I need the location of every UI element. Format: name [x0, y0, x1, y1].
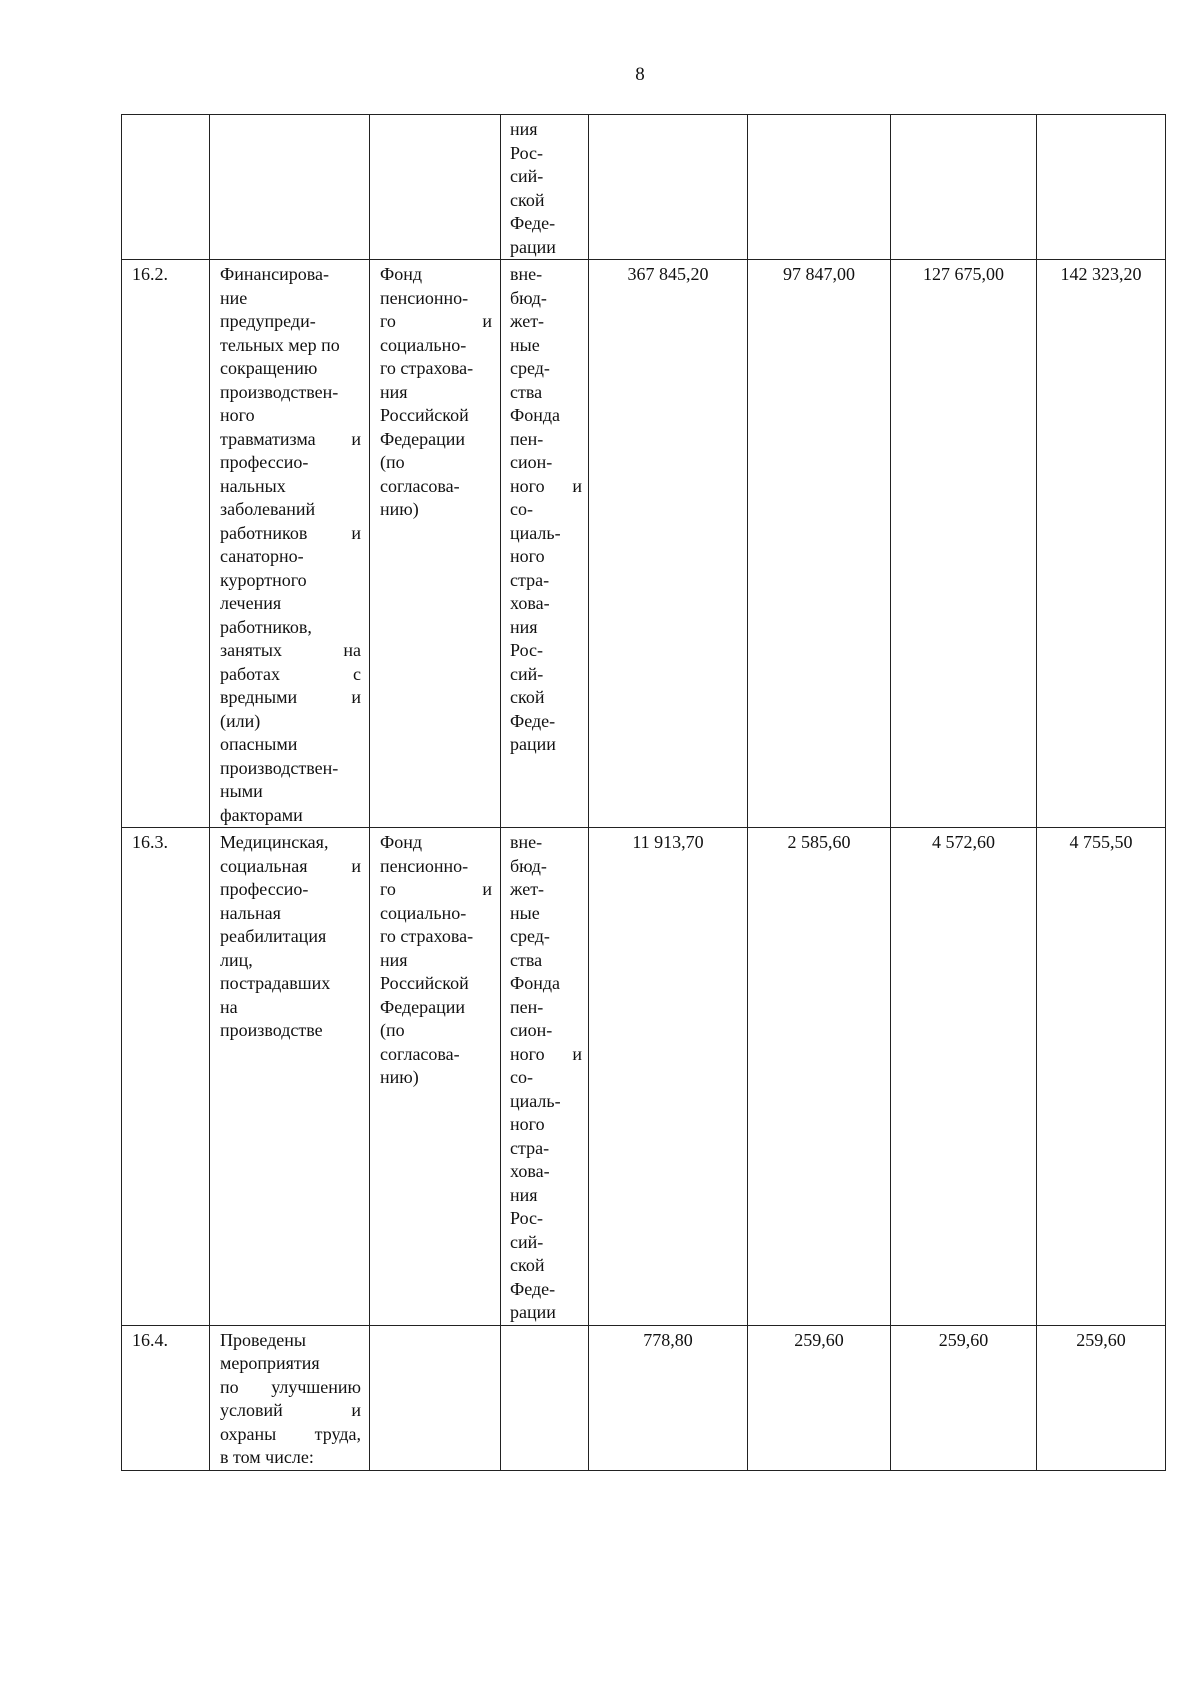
cell-text-line: со-	[510, 1067, 533, 1087]
cell-text-line: сокращению	[220, 358, 318, 378]
cell-text-line: ные	[510, 902, 540, 923]
cell-text-line: заболеваний	[220, 499, 316, 519]
cell-value-total	[589, 115, 748, 260]
cell-text-line: ного	[510, 546, 545, 566]
page-number: 8	[635, 64, 645, 85]
cell-value-year-3: 259,60	[1037, 1325, 1166, 1470]
cell-text-line: ния	[510, 1184, 538, 1205]
cell-text-line: Феде-	[510, 1278, 556, 1299]
cell-source	[501, 260, 589, 828]
cell-text-line: на	[220, 996, 238, 1017]
cell-text-line: вне-	[510, 264, 543, 284]
cell-num: 16.2.	[122, 260, 210, 828]
cell-text-line: занятых на	[220, 640, 361, 660]
cell-num: 16.3.	[122, 828, 210, 1326]
cell-executor	[370, 1325, 501, 1470]
cell-text-line: циаль-	[510, 1090, 561, 1111]
cell-value-year-3: 4 755,50	[1037, 828, 1166, 1326]
cell-num	[122, 115, 210, 260]
cell-text-line: лечения	[220, 593, 282, 613]
cell-name	[210, 828, 370, 1326]
cell-value-total: 367 845,20	[589, 260, 748, 828]
cell-text-line: охраны труда,	[220, 1423, 361, 1444]
cell-value-year-3: 142 323,20	[1037, 260, 1166, 828]
cell-text-line: сий-	[510, 663, 544, 684]
cell-text-line: факторами	[220, 804, 303, 825]
cell-text-line: производствен-	[220, 757, 339, 778]
cell-text-line: производствен-	[220, 381, 339, 402]
cell-text-line: профессио-	[220, 452, 309, 472]
cell-text-line: производстве	[220, 1020, 323, 1040]
cell-text-line: нию)	[380, 499, 419, 519]
cell-text-line: хова-	[510, 1161, 550, 1181]
cell-value-year-2	[891, 115, 1037, 260]
cell-text-line: го страхова-	[380, 358, 474, 378]
cell-text-line: сион-	[510, 452, 553, 472]
cell-executor	[370, 828, 501, 1326]
cell-text-line: социально-	[380, 334, 467, 355]
cell-text-line: рации	[510, 734, 556, 754]
cell-text-line: лиц,	[220, 949, 253, 970]
cell-value-year-1: 97 847,00	[748, 260, 891, 828]
cell-text-line: Проведены	[220, 1329, 307, 1350]
cell-text-line: со-	[510, 499, 533, 519]
cell-text-line: жет-	[510, 311, 545, 331]
cell-source	[501, 115, 589, 260]
cell-text-line: Фонда	[510, 405, 561, 425]
cell-text-line: ного и	[510, 1043, 582, 1064]
cell-text-line: социально-	[380, 902, 467, 923]
cell-text-line: нальная	[220, 902, 281, 923]
cell-text-line: согласова-	[380, 475, 460, 496]
cell-name	[210, 1325, 370, 1470]
cell-text-line: Федерации	[380, 428, 466, 449]
cell-text-line: тельных мер по	[220, 334, 340, 355]
cell-text-line: согласова-	[380, 1043, 460, 1064]
cell-text-line: ного	[220, 405, 255, 425]
cell-text-line: ния	[380, 949, 408, 970]
cell-value-year-1: 2 585,60	[748, 828, 891, 1326]
cell-text-line: Фонд	[380, 264, 423, 284]
cell-num: 16.4.	[122, 1325, 210, 1470]
cell-text-line: Медицинская,	[220, 832, 329, 852]
table-row	[122, 828, 1166, 1326]
cell-text-line: предупреди-	[220, 311, 316, 331]
cell-text-line: (по	[380, 1020, 405, 1040]
cell-text-line: (или)	[220, 710, 261, 731]
cell-text-line: хова-	[510, 593, 550, 613]
cell-text-line: пенсионно-	[380, 287, 469, 308]
cell-text-line: ние	[220, 287, 248, 308]
cell-text-line: ния	[380, 381, 408, 402]
cell-text-line: пен-	[510, 428, 544, 449]
cell-text-line: циаль-	[510, 522, 561, 543]
cell-text-line: Рос-	[510, 142, 543, 163]
cell-text-line: пострадавших	[220, 973, 331, 993]
cell-text-line: по улучшению	[220, 1376, 361, 1397]
cell-value-total: 778,80	[589, 1325, 748, 1470]
cell-text-line: Российской	[380, 405, 469, 425]
cell-text-line: бюд-	[510, 855, 547, 876]
cell-text-line: стра-	[510, 569, 550, 590]
cell-text-line: работах с	[220, 663, 361, 684]
cell-text-line: Рос-	[510, 640, 543, 660]
cell-text-line: жет-	[510, 879, 545, 899]
cell-text-line: вредными и	[220, 687, 361, 707]
cell-value-year-2: 4 572,60	[891, 828, 1037, 1326]
cell-text-line: мероприятия	[220, 1353, 320, 1373]
cell-text-line: профессио-	[220, 879, 309, 899]
cell-text-line: работников,	[220, 616, 312, 637]
cell-text-line: ской	[510, 189, 545, 210]
cell-value-year-1: 259,60	[748, 1325, 891, 1470]
cell-text-line: вне-	[510, 832, 543, 852]
cell-text-line: го и	[380, 311, 492, 331]
cell-text-line: ской	[510, 1255, 545, 1275]
cell-text-line: реабилитация	[220, 926, 327, 946]
cell-name	[210, 260, 370, 828]
cell-text-line: Фонда	[510, 973, 561, 993]
cell-value-year-2: 127 675,00	[891, 260, 1037, 828]
table-row	[122, 1325, 1166, 1470]
cell-text-line: Федерации	[380, 996, 466, 1017]
cell-text-line: Феде-	[510, 710, 556, 731]
cell-value-year-2: 259,60	[891, 1325, 1037, 1470]
cell-text-line: ния	[510, 119, 538, 139]
cell-text-line: пенсионно-	[380, 855, 469, 876]
table-row	[122, 260, 1166, 828]
cell-text-line: го и	[380, 879, 492, 899]
cell-text-line: сред-	[510, 926, 550, 946]
cell-text-line: Российской	[380, 973, 469, 993]
cell-text-line: нальных	[220, 475, 286, 496]
cell-text-line: ния	[510, 616, 538, 637]
cell-text-line: ными	[220, 781, 263, 801]
cell-text-line: сион-	[510, 1020, 553, 1040]
cell-text-line: ные	[510, 334, 540, 355]
cell-text-line: пен-	[510, 996, 544, 1017]
cell-text-line: Рос-	[510, 1208, 543, 1228]
cell-text-line: санаторно-	[220, 546, 304, 566]
cell-text-line: сий-	[510, 166, 544, 186]
cell-text-line: ства	[510, 949, 543, 970]
cell-executor	[370, 115, 501, 260]
cell-text-line: ного	[510, 1114, 545, 1134]
cell-name	[210, 115, 370, 260]
cell-value-year-3	[1037, 115, 1166, 260]
cell-text-line: го страхова-	[380, 926, 474, 946]
cell-text-line: работников и	[220, 522, 361, 543]
cell-text-line: нию)	[380, 1067, 419, 1087]
cell-text-line: сред-	[510, 358, 550, 378]
cell-text-line: Финансирова-	[220, 264, 329, 284]
cell-text-line: рации	[510, 1302, 556, 1322]
cell-text-line: социальная и	[220, 855, 361, 876]
cell-text-line: стра-	[510, 1137, 550, 1158]
cell-text-line: рации	[510, 236, 556, 257]
cell-text-line: бюд-	[510, 287, 547, 308]
cell-text-line: ного и	[510, 475, 582, 496]
table-row-continued	[122, 115, 1166, 260]
cell-value-total: 11 913,70	[589, 828, 748, 1326]
cell-text-line: в том числе:	[220, 1447, 314, 1467]
cell-text-line: ства	[510, 381, 543, 402]
cell-text-line: (по	[380, 452, 405, 472]
cell-text-line: опасными	[220, 734, 298, 754]
cell-value-year-1	[748, 115, 891, 260]
cell-executor	[370, 260, 501, 828]
cell-text-line: Фонд	[380, 832, 423, 852]
cell-text-line: ской	[510, 687, 545, 707]
cell-text-line: Феде-	[510, 213, 556, 233]
cell-text-line: курортного	[220, 569, 307, 590]
cell-text-line: условий и	[220, 1400, 361, 1420]
cell-source	[501, 1325, 589, 1470]
cell-source	[501, 828, 589, 1326]
cell-text-line: травматизма и	[220, 428, 361, 449]
budget-table	[121, 114, 1166, 1471]
cell-text-line: сий-	[510, 1231, 544, 1252]
